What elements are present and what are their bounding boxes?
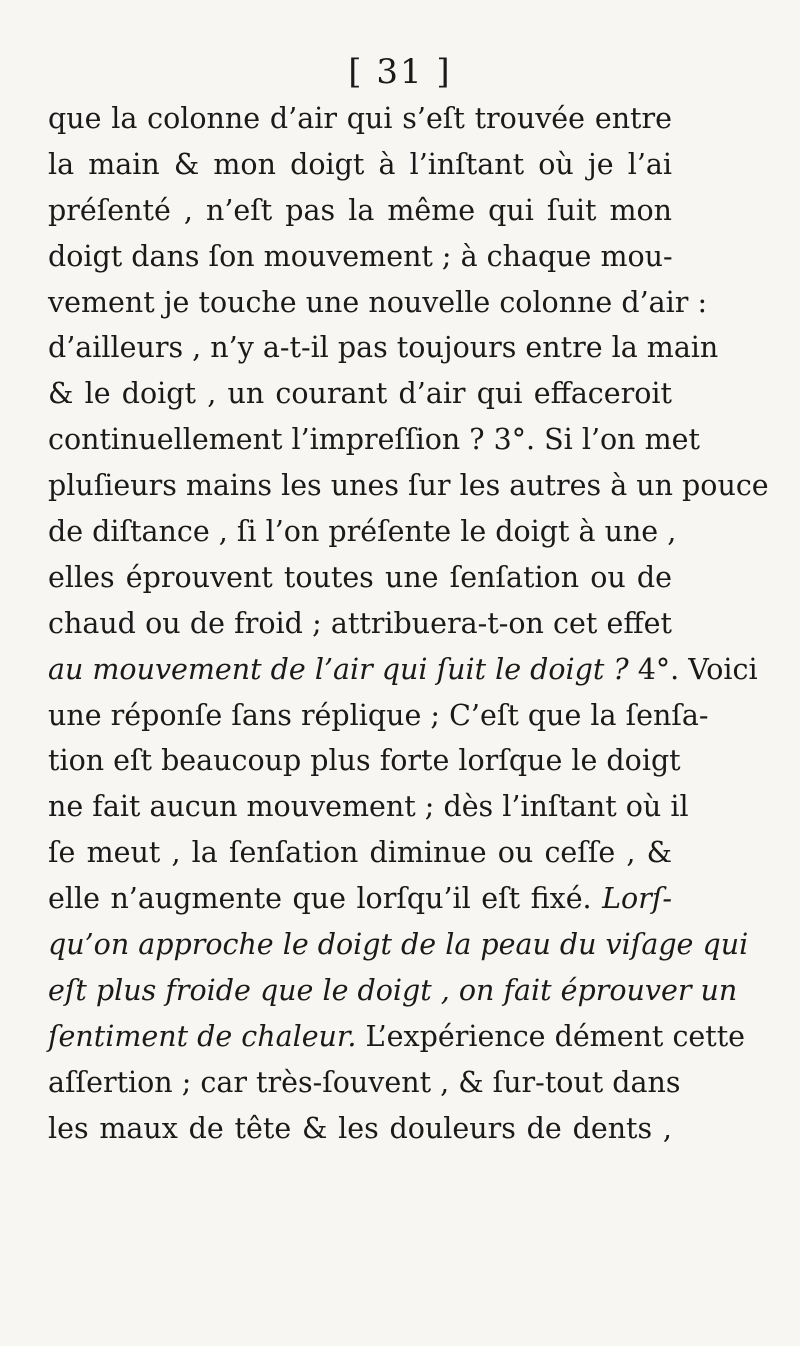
text-segment: & le doigt , un courant d’air qui effaceroit [48,377,672,411]
italic-text-segment: au mouvement de l’air qui ſuit le doigt ? [48,652,629,686]
text-segment: ne fait aucun mouvement ; dès l’inſtant où il [48,790,689,824]
text-segment: 4°. Voici [628,652,758,686]
text-line [48,1106,672,1152]
text-line [48,555,672,601]
text-segment: les maux de tête & les douleurs de dents , [48,1111,672,1145]
text-segment: aſſertion ; car très-ſouvent , & ſur-tout dans [48,1065,681,1099]
italic-text-segment: ſentiment de chaleur. [48,1019,357,1053]
text-segment: d’ailleurs , n’y a-t-il pas toujours entre la main [48,331,719,365]
text-line [48,325,719,371]
text-line [48,417,700,463]
text-line [48,371,672,417]
text-segment: ſe meut , la ſenſation diminue ou ceſſe , & [48,836,672,870]
text-line [48,922,749,968]
text-segment: continuellement l’impreſſion ? 3°. Si l’on met [48,423,700,457]
text-line [48,280,708,326]
italic-text-segment: Lorſ- [602,882,672,916]
text-line [48,188,672,234]
text-line [48,463,769,509]
text-line [48,1060,681,1106]
text-segment: doigt dans ſon mouvement ; à chaque mou- [48,239,673,273]
text-segment: chaud ou de froid ; attribuera-t-on cet effet [48,606,672,640]
text-line [48,784,689,830]
text-line [48,601,672,647]
text-line [48,968,738,1014]
text-line [48,1014,746,1060]
text-segment: elles éprouvent toutes une ſenſation ou de [48,560,672,594]
text-segment: L’expérience dément cette [356,1019,746,1053]
text-line [48,738,681,784]
page-number: [ 31 ] [348,52,452,92]
text-segment: de diſtance , ſi l’on préſente le doigt à une , [48,515,677,549]
italic-text-segment: qu’on approche le doigt de la peau du viſage qui [48,928,749,962]
text-segment: tion eſt beaucoup plus forte lorſque le doigt [48,744,681,778]
text-line [48,830,672,876]
text-segment: pluſieurs mains les unes ſur les autres à un pouce [48,469,769,503]
text-segment: vement je touche une nouvelle colonne d’air : [48,285,708,319]
text-line [48,693,709,739]
text-segment: que la colonne d’air qui s’eſt trouvée entre [48,102,672,135]
text-line [48,234,672,280]
text-line [48,142,672,188]
text-line [48,96,672,142]
page-body-text [48,96,769,1151]
italic-text-segment: eſt plus froide que le doigt , on fait éprouver un [48,973,738,1007]
text-segment: la main & mon doigt à l’inſtant où je l’ai [48,147,672,181]
text-line [48,876,672,922]
text-segment: une réponſe ſans réplique ; C’eſt que la ſenſa- [48,698,709,732]
text-segment: elle n’augmente que lorſqu’il eſt fixé. [48,882,603,916]
text-line [48,509,677,555]
text-segment: préſenté , n’eſt pas la même qui ſuit mon [48,193,672,227]
text-line [48,647,758,693]
